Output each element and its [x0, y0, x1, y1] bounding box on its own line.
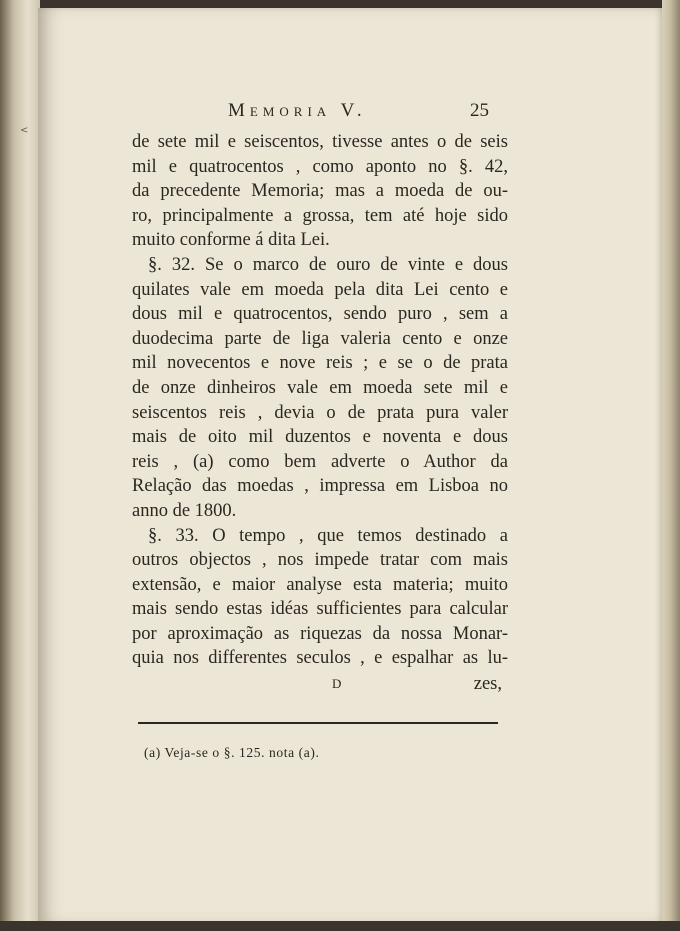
running-header	[132, 100, 508, 130]
signature-mark: D	[332, 676, 342, 692]
body-line: Relação das moedas , impressa em Lisboa no	[132, 476, 508, 497]
body-line: seiscentos reis , devia o de prata pura valer	[132, 402, 508, 423]
body-line: anno de 1800.	[132, 500, 237, 521]
body-line: por aproximação as riquezas da nossa Monar-	[132, 623, 508, 644]
body-line: mais de oito mil duzentos e noventa e dous	[132, 427, 508, 448]
body-line: mil e quatrocentos , como aponto no §. 42,	[132, 156, 508, 177]
body-line: dous mil e quatrocentos, sendo puro , sem a	[132, 304, 508, 325]
catchword: zes,	[473, 674, 502, 695]
body-line: da precedente Memoria; mas a moeda de ou-	[132, 181, 508, 202]
footnote-rule	[138, 722, 498, 724]
body-line: duodecima parte de liga valeria cento e onze	[132, 328, 508, 349]
body-line: de onze dinheiros vale em moeda sete mil e	[132, 377, 508, 398]
page-stack-edge	[662, 0, 680, 931]
running-title: Memoria V.	[228, 100, 367, 121]
body-line: quilates vale em moeda pela dita Lei cento e	[132, 279, 508, 300]
paragraph-32-start: §. 32. Se o marco de ouro de vinte e dous	[148, 254, 508, 275]
body-line: ro, principalmente a grossa, tem até hoje sido	[132, 205, 508, 226]
body-line: muito conforme á dita Lei.	[132, 230, 330, 251]
body-line: mil novecentos e nove reis ; e se o de prata	[132, 353, 508, 374]
body-line: de sete mil e seiscentos, tivesse antes o de seis	[132, 132, 508, 152]
body-line: extensão, e maior analyse esta materia; muito	[132, 574, 508, 595]
scan-border	[0, 921, 680, 931]
footnote: (a) Veja-se o §. 125. nota (a).	[144, 745, 320, 760]
page-number: 25	[470, 100, 489, 121]
paragraph-33-start: §. 33. O tempo , que temos destinado a	[148, 525, 508, 546]
margin-mark: <	[20, 125, 29, 136]
body-line: mais sendo estas idéas sufficientes para calcular	[132, 599, 508, 620]
body-line: quia nos differentes seculos , e espalhar as lu-	[132, 648, 508, 669]
catch-line	[132, 671, 508, 697]
body-line: reis , (a) como bem adverte o Author da	[132, 451, 508, 472]
body-line: outros objectos , nos impede tratar com mais	[132, 550, 508, 571]
text-block	[132, 100, 508, 697]
facing-page-edge	[0, 0, 40, 931]
